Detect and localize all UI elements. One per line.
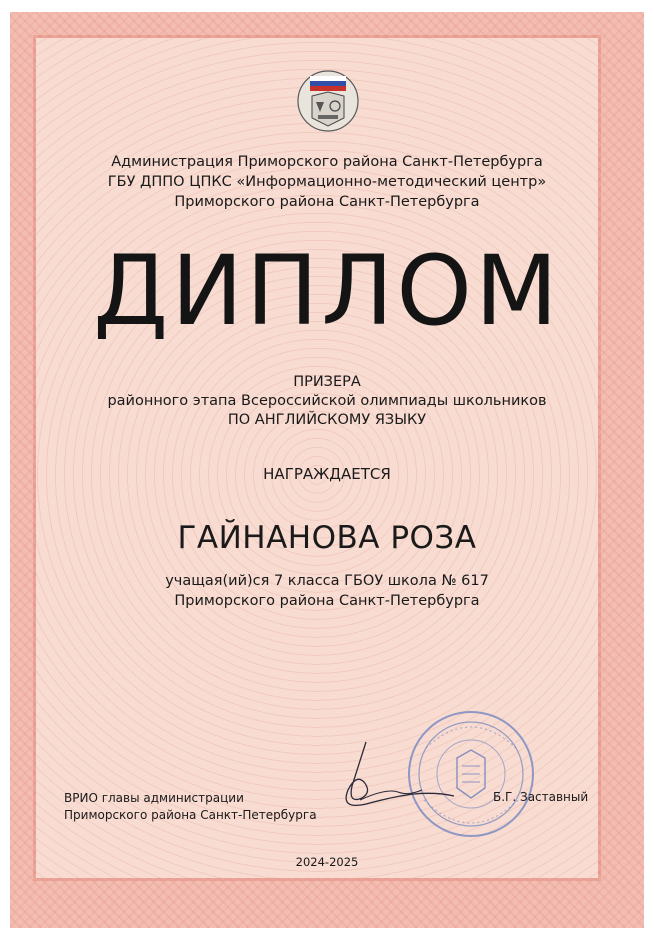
organization-line: Администрация Приморского района Санкт-Петербурга bbox=[111, 154, 543, 170]
diploma-title: ДИПЛОМ bbox=[93, 235, 561, 347]
organization-line: ГБУ ДППО ЦПКС «Информационно-методический центр» bbox=[107, 174, 547, 190]
signature-icon bbox=[326, 738, 466, 828]
subtitle-line: ПРИЗЕРА bbox=[293, 374, 361, 390]
student-info-line: Приморского района Санкт-Петербурга bbox=[174, 593, 480, 609]
diploma-subtitle bbox=[0, 373, 654, 430]
student-info-line: учащая(ий)ся 7 класса ГБОУ школа № 617 bbox=[165, 573, 489, 589]
organization-line: Приморского района Санкт-Петербурга bbox=[174, 194, 480, 210]
signatory-position-line: ВРИО главы администрации bbox=[64, 791, 244, 805]
subtitle-line: ПО АНГЛИЙСКОМУ ЯЗЫКУ bbox=[227, 412, 427, 428]
subtitle-line: районного этапа Всероссийской олимпиады школьников bbox=[107, 393, 547, 409]
olympiad-emblem-icon bbox=[288, 68, 368, 134]
awarded-label: НАГРАЖДАЕТСЯ bbox=[263, 465, 391, 483]
academic-year: 2024-2025 bbox=[295, 855, 359, 869]
organization-block bbox=[0, 152, 654, 212]
signatory-name: Б.Г. Заставный bbox=[493, 790, 589, 804]
signatory-position bbox=[64, 790, 317, 824]
recipient-name: ГАЙНАНОВА РОЗА bbox=[177, 520, 477, 556]
student-info bbox=[0, 571, 654, 611]
signatory-position-line: Приморского района Санкт-Петербурга bbox=[64, 808, 317, 822]
